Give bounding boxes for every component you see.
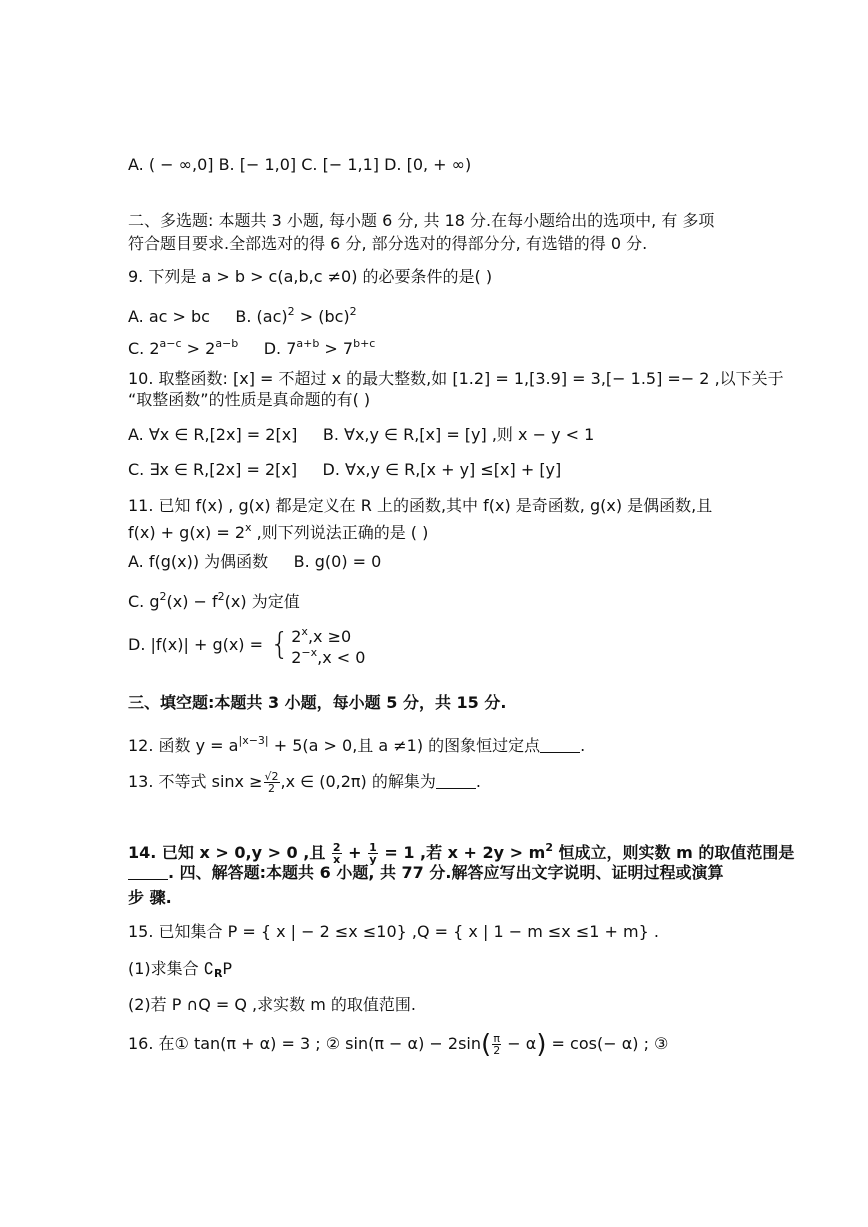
q11-option-d: D. |f(x)| + g(x) = { $2^x,x \ge 0$ $2^{-x},x < 0$: [128, 625, 366, 667]
q13-stem: 13. 不等式 sinx ≥ $\frac{√2}{2}$ ,x ∈ (0,2π) 的解集为 .: [128, 770, 481, 795]
q10-stem-line1: 10. 取整函数: [x] = 不超过 x 的最大整数,如 [1.2] = 1,[3.9] = 3,[− 1.5] =− 2 ,以下关于: [128, 369, 784, 388]
q10-option-d: D. ∀x,y ∈ R,[x + y] ≤[x] + [y]: [322, 460, 562, 479]
q10-options-cd: [128, 460, 561, 480]
fraction-1-over-y: $\frac{1}{y}$: [369, 841, 377, 866]
section3-heading: 三、填空题:本题共 3 小题，每小题 5 分，共 15 分.: [128, 693, 507, 712]
q15-stem: 15. 已知集合 P = { x | − 2 ≤x ≤10} ,Q = { x | 1 − m ≤x ≤1 + m} .: [128, 922, 659, 941]
q11-options-ab: [128, 552, 381, 572]
pi-over-2-fraction: $\frac{\pi}{2}$: [493, 1032, 501, 1057]
q10-stem-line2: “取整函数”的性质是真命题的有( ): [128, 390, 371, 409]
q9-option-c: C. $2^{a-c} > 2^{a-b}$: [128, 337, 239, 358]
q11-option-b: B. g(0) = 0: [293, 552, 382, 571]
q9-option-a: A. ac > bc: [128, 307, 210, 326]
q9-option-d: D. $7^{a+b} > 7^{b+c}$: [263, 337, 376, 358]
q10-option-b: B. ∀x,y ∈ R,[x] = [y] ,则 x − y < 1: [322, 425, 595, 444]
q10-option-a: A. ∀x ∈ R,[2x] = 2[x]: [128, 425, 298, 444]
q11-stem-line1: 11. 已知 f(x) , g(x) 都是定义在 R 上的函数,其中 f(x) 是奇函数, g(x) 是偶函数,且: [128, 496, 713, 515]
q13-answer-blank: [436, 774, 476, 789]
q15-part1: (1)求集合 ∁RP: [128, 959, 233, 980]
q10-options-ab: [128, 425, 594, 445]
sqrt2-over-2-fraction: $\frac{√2}{2}$: [264, 770, 279, 795]
q9-options-ab: [128, 302, 357, 327]
q12-stem: 12. 函数 $y = a^{|x-3|} + 5(a > 0$,且 a ≠1) 的图象恒过定点 .: [128, 734, 586, 755]
q9-options-cd: [128, 334, 375, 359]
q11-option-c: C. $g^2(x) - f^2(x)$ 为定值: [128, 590, 300, 611]
q11-option-a: A. f(g(x)) 为偶函数: [128, 552, 269, 571]
q12-answer-blank: [540, 738, 580, 753]
q14-stem-line1: 14. 已知 x > 0,y > 0 ,且 $\frac{2}{x}$ + $\frac{1}{y}$ = 1 ,若 $x + 2y > m^2$ 恒成立，则实数 m 的取值范围是: [128, 841, 795, 866]
section2-heading-line1: 二、多选题: 本题共 3 小题, 每小题 6 分, 共 18 分.在每小题给出的选项中, 有 多项: [128, 211, 715, 230]
piecewise-cases: $2^x,x \ge 0$ $2^{-x},x < 0$: [291, 625, 366, 667]
q15-part2: (2)若 P ∩Q = Q ,求实数 m 的取值范围.: [128, 995, 416, 1014]
q9-option-b: B. (ac)$^2$ > (bc)$^2$: [235, 305, 357, 326]
q11-stem-line2: $f(x) + g(x) = 2^x$ ,则下列说法正确的是 ( ): [128, 521, 429, 542]
q16-stem: 16. 在① tan(π + α) = 3 ; ② sin(π − α) − 2sin( $\frac{\pi}{2}$ − α) = cos(− α) ; ③: [128, 1029, 669, 1060]
q10-option-c: C. ∃x ∈ R,[2x] = 2[x]: [128, 460, 298, 479]
q14-stem-line2: . 四、解答题:本题共 6 小题, 共 77 分.解答应写出文字说明、证明过程或演算: [128, 863, 723, 883]
q14-stem-line3: 步 骤.: [128, 888, 172, 907]
piecewise-brace: {: [270, 627, 290, 662]
q14-answer-blank: [128, 865, 168, 880]
fraction-2-over-x: $\frac{2}{x}$: [332, 841, 341, 866]
q9-stem: 9. 下列是 a > b > c(a,b,c ≠0) 的必要条件的是( ): [128, 267, 493, 286]
q8-options: A. ( − ∞,0] B. [− 1,0] C. [− 1,1] D. [0, + ∞): [128, 155, 472, 174]
section2-heading-line2: 符合题目要求.全部选对的得 6 分, 部分选对的得部分分, 有选错的得 0 分.: [128, 234, 648, 253]
